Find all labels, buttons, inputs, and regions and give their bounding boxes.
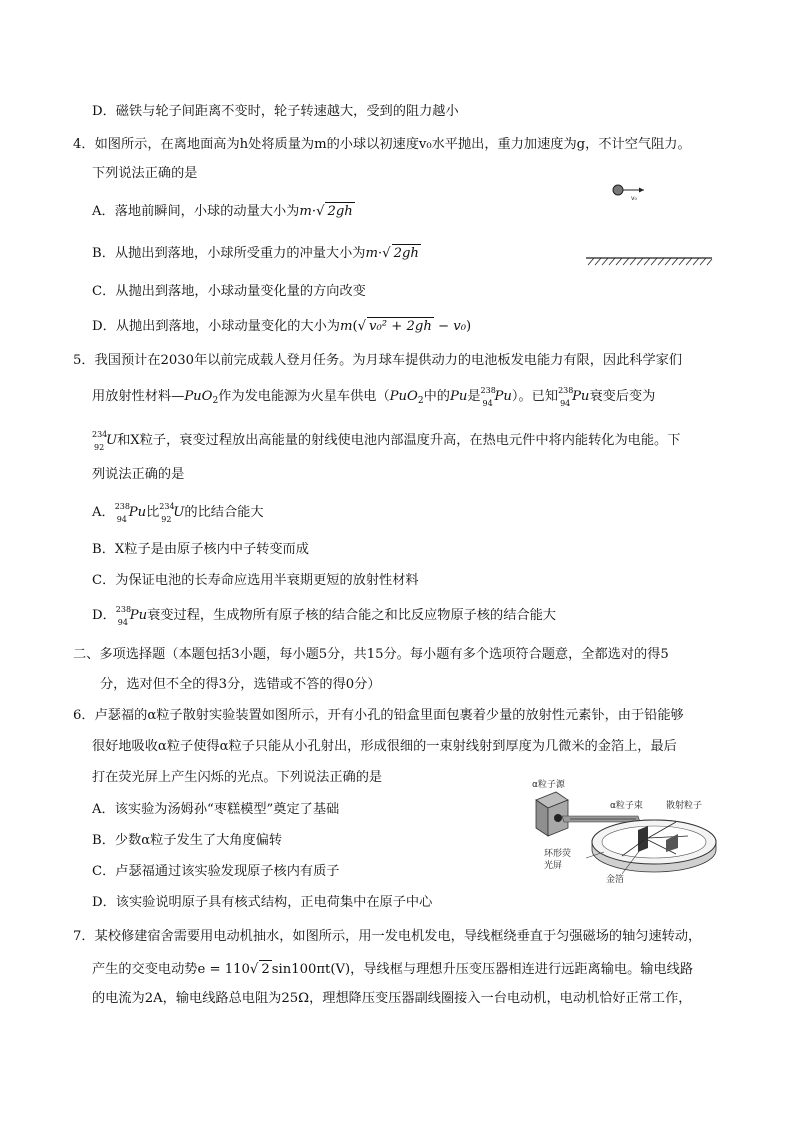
q5-line4: 列说法正确的是 <box>92 467 185 482</box>
q4-stem-line2: 下列说法正确的是 <box>92 166 198 181</box>
lead-box-icon <box>536 792 568 836</box>
q5-option-d: D． 238 94 Pu衰变过程，生成物所有原子核的结合能之和比反应物原子核的结合能大 <box>92 605 556 627</box>
q6-option-a: A．该实验为汤姆孙“枣糕模型”奠定了基础 <box>92 802 340 817</box>
velocity-label: v₀ <box>631 195 637 202</box>
q6-figure <box>526 778 726 888</box>
q3-option-d: D．磁铁与轮子间距离不变时，轮子转速越大，受到的阻力越小 <box>92 104 459 119</box>
q5-line2: 用放射性材料—PuO$_2$作为发电能源为火星车供电（PuO$_2$中的Pu是 238 94 Pu）。已知 238 94 Pu衰变后变为 <box>92 386 656 408</box>
gold-foil-icon <box>638 826 648 852</box>
q7-line2: 产生的交变电动势e = 110√ 2 sin100πt(V)，导线框与理想升压变压器相连进行远距离输电。输电线路 <box>92 962 694 977</box>
q4-option-b: B．从抛出到落地，小球所受重力的冲量大小为m·√ 2gh <box>92 246 419 261</box>
q4-stem-line1: 4．如图所示，在离地面高为h处将质量为m的小球以初速度v₀水平抛出，重力加速度为g，不计空气阻力。 <box>73 137 691 152</box>
q6-line3: 打在荧光屏上产生闪烁的光点。下列说法正确的是 <box>92 770 383 785</box>
q5-option-a: A． 238 94 Pu比 234 92 U的比结合能大 <box>92 502 264 524</box>
q4-option-a: A．落地前瞬间，小球的动量大小为m·√ 2gh <box>92 204 353 219</box>
q6-line2: 很好地吸收α粒子使得α粒子只能从小孔射出，形成很细的一束射线射到厚度为几微米的金箔上，最后 <box>92 739 677 754</box>
label-gold-foil: 金箔 <box>606 875 625 885</box>
ground-hatch <box>588 258 712 265</box>
section2-heading-line1: 二、多项选择题（本题包括3小题，每小题5分，共15分。每小题有多个选项符合题意，全都选对的得5 <box>73 647 669 662</box>
label-alpha-source: α粒子源 <box>532 780 565 790</box>
label-screen-line2: 光屏 <box>544 861 563 871</box>
q6-line1: 6．卢瑟福的α粒子散射实验装置如图所示，开有小孔的铅盒里面包裹着少量的放射性元素钋，由于铅能够 <box>73 708 684 723</box>
alpha-beam <box>562 816 640 822</box>
q7-line3: 的电流为2A，输电线路总电阻为25Ω，理想降压变压器副线圈接入一台电动机，电动机恰好正常工作， <box>92 991 692 1006</box>
label-alpha-beam: α粒子束 <box>610 801 643 811</box>
ball-icon <box>613 185 623 195</box>
q6-option-b: B．少数α粒子发生了大角度偏转 <box>92 833 283 848</box>
label-screen-line1: 环形荧 <box>544 849 572 859</box>
q4-option-d: D．从抛出到落地，小球动量变化的大小为m(√ v₀² + 2gh − v₀) <box>92 319 472 334</box>
q5-line3: 234 92 U和X粒子，衰变过程放出高能量的射线使电池内部温度升高，在热电元件中将内能转化为电能。下 <box>92 430 681 452</box>
q4-option-c: C．从抛出到落地，小球动量变化量的方向改变 <box>92 284 366 299</box>
fluorescent-screen-ring <box>592 820 716 872</box>
label-scattered-particles: 散射粒子 <box>666 801 703 811</box>
section2-heading-line2: 分，选对但不全的得3分，选错或不答的得0分） <box>100 677 381 692</box>
q6-option-c: C．卢瑟福通过该实验发现原子核内有质子 <box>92 864 340 879</box>
q6-option-d: D．该实验说明原子具有核式结构，正电荷集中在原子中心 <box>92 895 433 910</box>
q5-option-c: C．为保证电池的长寿命应选用半衰期更短的放射性材料 <box>92 573 419 588</box>
q4-figure <box>580 180 720 270</box>
q7-line1: 7．某校修建宿舍需要用电动机抽水，如图所示，用一发电机发电，导线框绕垂直于匀强磁场的轴匀速转动， <box>73 929 702 944</box>
q5-line1: 5．我国预计在2030年以前完成载人登月任务。为月球车提供动力的电池板发电能力有限，因此科学家们 <box>73 353 683 368</box>
q5-option-b: B．X粒子是由原子核内中子转变而成 <box>92 542 309 557</box>
